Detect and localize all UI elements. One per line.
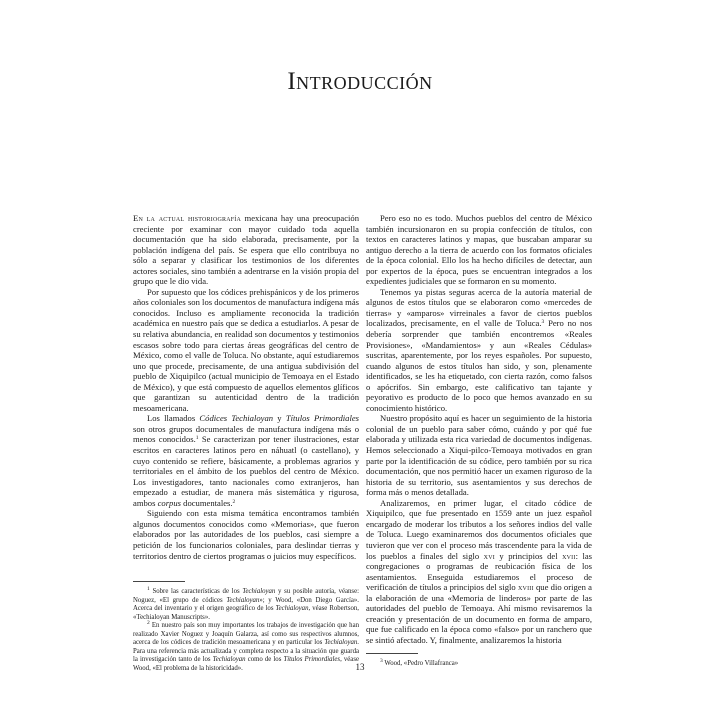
italic-text: Códices Techialoyan [199, 413, 274, 424]
opening-smallcaps: En la actual historiografía [133, 213, 242, 223]
paragraph-text: Los llamados [147, 413, 200, 424]
footnote-text: y su posible autoría, véanse: Noguez, «El grupo de códices [133, 588, 359, 604]
footnote-text: . Para una referencia más actualizada y completa respecto a la situación que guarda la investigación tanto de los [133, 639, 359, 664]
paragraph: Por supuesto que los códices prehispánicos y de los primeros años coloniales son los documentos de manufactura indígena más conocidos. Incluso es ampliamente reconocida la tradición académica en nuestro país que se dedica a estudiarlos. A pesar de su relativa abundancia, en realidad son documentos y testimonios escasos sobre todo para ciertas áreas geográficas del centro de México, como el valle de Toluca. No obstante, aquí estudiaremos uno que procede, precisamente, de una antigua subdivisión del pueblo de Xiquipilco (actual municipio de Temoaya en el Estado de México), y que está compuesto de aquellos elementos glíficos que garantizan su autenticidad dentro de la tradición mesoamericana. [133, 286, 359, 413]
paragraph-text: Se caracterizan por tener ilustraciones, estar escritos en caracteres latinos pero en náhuatl (o castellano), y cuyo contenido se refiere, básicamente, a problemas agrarios y territoriales en el ámbito de los pueblos del centro de México. Los investigadores, tanto nacionales como extranjeros, han empezado a estudiar, de manera más sistemática y rigurosa, ambos [133, 434, 359, 508]
paragraph-text: Pero no nos debería sorprender que también encontremos «Reales Provisiones», «Mandamientos» y aun «Reales Cédulas» suscritas, aparentemente, por los reyes españoles. Por supuesto, cuando algunos de estos títulos han sido, y son, plenamente identificados, se les ha etiquetado, con cierta razón, como falsos o apócrifos. Sin embargo, este calificativo tan tajante y peyorativo es producto de lo poco que hemos avanzado en su conocimiento histórico. [366, 318, 592, 413]
paragraph: Siguiendo con esta misma temática encontramos también algunos documentos conocidos como «Memorias», que fueron elaborados por las autoridades de los pueblos, casi siempre a petición de los funcionarios coloniales, para deslindar tierras y territorios dentro de ciertos programas o juicios muy específicos. [133, 508, 359, 561]
footnote-number: 1 [147, 586, 150, 593]
paragraph-text: que dio origen a la elaboración de una «Memoria de linderos» por parte de las autoridades del pueblo de Temoaya. Ahí mismo revisaremos la creación y presentación de un documento en forma de amparo, que fue calificado en la época como «falso» por un ranchero que se sintió afectado. Y, finalmente, analizaremos la historia [366, 582, 592, 645]
footnote-number: 2 [147, 620, 150, 627]
paragraph-text: : las congregaciones o programas de reubicación física de los asentamientos. Enseguida estudiaremos el proceso de verificación de títulos a principios del siglo [366, 550, 592, 593]
footnote-rule [133, 581, 185, 582]
page-number: 13 [355, 662, 365, 672]
paragraph-text: Analizaremos, en primer lugar, el citado códice de Xiquipilco, que fue presentado en 1559 ante un juez español encargado de moderar los tributos a los señores indios del valle de Toluca. Luego examinaremos dos documentos oficiales que tuvieron que ver con el proceso más trascendente para la vida de los pueblos a finales del siglo [366, 497, 592, 561]
footnote-text: Wood, «Pedro Villafranca» [382, 660, 459, 668]
italic-text: Techialoyan [226, 596, 260, 604]
paragraph [366, 498, 592, 646]
paragraph-text: documentales. [181, 497, 233, 508]
paragraph-text: y principios del [494, 550, 563, 561]
paragraph [366, 287, 592, 414]
footnote-text: En nuestro país son muy importantes los trabajos de investigación que han realizado Xavier Noguez y Joaquín Galarza, así como sus respectivos alumnos, acerca de los códices de tradición mesoamericana y en particular los [133, 622, 359, 647]
paragraph [133, 413, 359, 508]
footnote-marker: 3 [541, 319, 545, 326]
footnote-text: »; y Wood, «Don Diego García». Acerca del inventario y el origen geográfico de los [133, 596, 359, 613]
footnote-rule [366, 653, 418, 654]
century-smallcaps: xvii [562, 550, 576, 561]
footnote-text: Sobre las características de los [149, 588, 243, 596]
italic-text: Techialoyan [242, 588, 276, 596]
italic-text: Techialoyan [212, 656, 246, 664]
left-column [133, 213, 359, 673]
italic-text: corpus [157, 497, 181, 508]
footnote [133, 588, 359, 622]
footnote-marker: 2 [232, 498, 236, 505]
paragraph-text: son otros grupos documentales de manufactura indígena más o menos conocidos. [133, 423, 359, 445]
footnote-marker: 1 [195, 435, 199, 442]
paragraph-text: Tenemos ya pistas seguras acerca de la autoría material de algunos de estos títulos que se elaboraron como «mercedes de tierras» y «amparos» virreinales a favor de ciertos pueblos localizados, precisamente, en el valle de Toluca. [366, 286, 592, 329]
paragraph [133, 213, 359, 287]
paragraph: Pero eso no es todo. Muchos pueblos del centro de México también incursionaron en su propia confección de títulos, con textos en caracteres latinos y mapas, que buscaban amparar su antiguo derecho a la tierra de acuerdo con los formatos oficiales de la época colonial. Ello los ha hecho difíciles de detectar, aun por expertos de la época, pues se encuentran integrados a los expedientes judiciales que se formaron en su momento. [366, 213, 592, 287]
paragraph: Nuestro propósito aquí es hacer un seguimiento de la historia colonial de un pueblo para saber cómo, cuándo y por qué fue elaborada y utilizada esta rica variedad de documentos indígenas. Hemos seleccionado a Xiqui-pilco-Temoaya motivados en gran parte por la identificación de su códice, pero también por su rica documentación, que nos permitió hacer un examen riguroso de la historia de su territorio, sus asentamientos y sus derechos de forma más o menos detallada. [366, 413, 592, 498]
footnote-text: , véase Wood, «El problema de la historicidad». [133, 656, 359, 672]
italic-text: Títulos Primordiales [285, 413, 360, 424]
paragraph-text: mexicana hay una preocupación creciente por examinar con mayor cuidado toda aquella documentación que ha sido elaborada, precisamente, por la población indígena del país. Se espera que ello contribuya no sólo a separar y clasificar los testimonios de los diferentes actores sociales, sino también a adentrarse en la visión propia del grupo que le dio vida. [133, 213, 360, 287]
century-smallcaps: xvi [483, 550, 495, 561]
century-smallcaps: xviii [518, 582, 534, 593]
footnote-text: como de los [245, 656, 284, 664]
footnote-text: , véase Robertson, «Techialoyan Manuscripts». [133, 605, 359, 621]
italic-text: Techialoyan [275, 605, 309, 613]
italic-text: Títulos Primordiales [283, 656, 341, 664]
paragraph-text: y [273, 413, 286, 424]
italic-text: Techialoyan [324, 639, 358, 647]
page-title: Introducción [287, 68, 433, 95]
right-column [366, 213, 592, 669]
footnote-number: 3 [380, 658, 383, 665]
